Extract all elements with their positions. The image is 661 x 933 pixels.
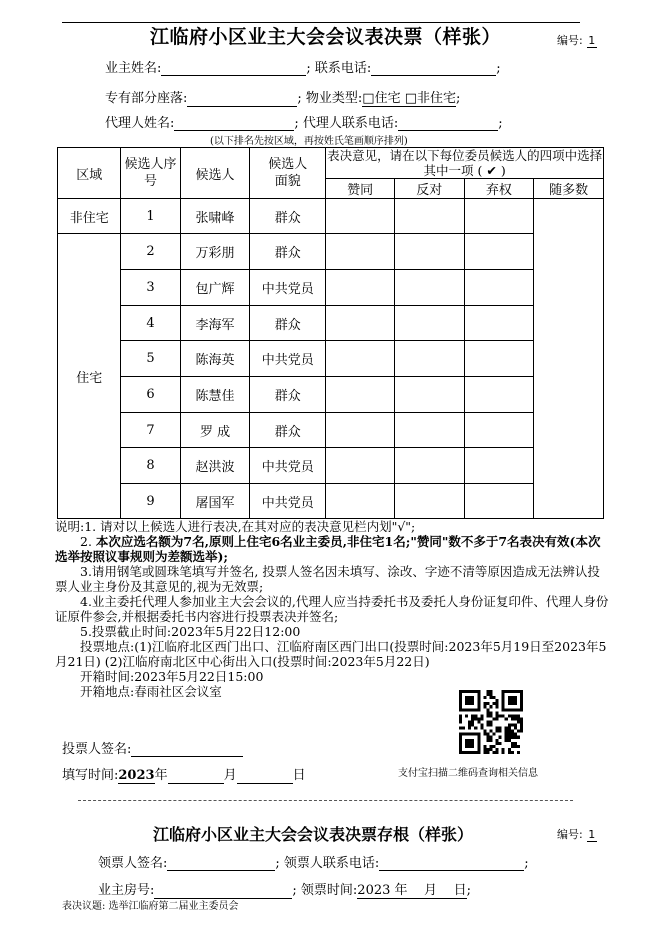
- vote-agree-cell[interactable]: [326, 341, 395, 377]
- vote-abstain-cell[interactable]: [464, 306, 534, 341]
- row-seq: 9: [121, 484, 180, 519]
- proxy-phone-label: ; 代理人联系电话:: [294, 116, 399, 131]
- row-name: 张啸峰: [180, 199, 250, 234]
- row-seq: 5: [121, 341, 180, 377]
- vote-against-cell[interactable]: [394, 341, 464, 377]
- vote-table: [57, 147, 604, 519]
- header-opinion: 表决意见，请在以下每位委员候选人的四项中选择其中一项 ( ✔ ): [327, 148, 603, 178]
- row-seq: 7: [121, 413, 180, 448]
- stub-serial-label: 编号:: [557, 828, 583, 841]
- stub-serial-value: 1: [588, 828, 596, 841]
- row-seq: 6: [121, 377, 180, 413]
- semicolon: ;: [498, 116, 503, 131]
- header-seq: 候选人序号: [121, 148, 180, 199]
- fill-time-label: 填写时间:: [62, 768, 119, 783]
- vote-topic: 表决议题: 选举江临府第二届业主委员会: [62, 901, 239, 912]
- owner-name-input[interactable]: [161, 61, 306, 76]
- phone-label: ; 联系电话:: [306, 61, 372, 76]
- property-input[interactable]: [187, 92, 297, 107]
- vote-abstain-cell[interactable]: [464, 199, 534, 234]
- row-politics: 群众: [250, 413, 326, 448]
- room-row: [98, 879, 471, 899]
- table-row: [58, 448, 604, 484]
- note-8: 开箱地点:春雨社区会议室: [80, 684, 222, 699]
- row-seq: 4: [121, 306, 180, 341]
- serial-value: 1: [588, 34, 596, 47]
- proxy-row: [105, 112, 503, 131]
- row-politics: 群众: [250, 234, 326, 270]
- note-4: 4.业主委托代理人参加业主大会会议的,代理人应当持委托书及委托人身份证复印件、代理人身份证原件参会,并根据委托书内容进行投票表决并签名;: [55, 594, 609, 624]
- row-seq: 3: [121, 270, 180, 306]
- room-label: 业主房号:: [98, 883, 155, 898]
- vote-abstain-cell[interactable]: [464, 234, 534, 270]
- proxy-phone-input[interactable]: [398, 116, 498, 131]
- vote-agree-cell[interactable]: [326, 306, 395, 341]
- table-row: [58, 341, 604, 377]
- note-7: 开箱时间:2023年5月22日15:00: [80, 669, 264, 684]
- row-politics: 中共党员: [250, 484, 326, 519]
- receiver-sign-label: 领票人签名:: [98, 856, 168, 871]
- row-name: 罗 成: [180, 413, 250, 448]
- vote-against-cell[interactable]: [394, 306, 464, 341]
- table-row: [58, 270, 604, 306]
- stub-serial-number: [557, 826, 597, 842]
- stub-title: 江临府小区业主大会会议表决票存根（样张）: [153, 825, 474, 844]
- row-politics: 中共党员: [250, 270, 326, 306]
- receiver-phone-input[interactable]: [379, 856, 524, 871]
- qr-caption: 支付宝扫描二维码查询相关信息: [398, 768, 538, 779]
- vote-agree-cell[interactable]: [326, 270, 395, 306]
- header-against: 反对: [394, 179, 464, 199]
- vote-against-cell[interactable]: [394, 234, 464, 270]
- table-row: [58, 484, 604, 519]
- row-seq: 8: [121, 448, 180, 484]
- month-unit: 月: [223, 768, 237, 783]
- table-row: [58, 199, 604, 234]
- table-row: [58, 306, 604, 341]
- note-1: 说明:1. 请对以上候选人进行表决,在其对应的表决意见栏内划"√";: [55, 519, 416, 534]
- row-politics: 群众: [250, 306, 326, 341]
- receiver-row: [98, 852, 529, 871]
- row-name: 屠国军: [180, 484, 250, 519]
- receiver-sign-input[interactable]: [167, 856, 275, 871]
- table-row: [58, 377, 604, 413]
- header-candidate: 候选人: [180, 148, 250, 199]
- order-note: (以下排名先按区域，再按姓氏笔画顺序排列): [210, 136, 408, 147]
- property-type-options[interactable]: □住宅 □非住宅: [362, 87, 456, 107]
- fill-year: 2023: [118, 768, 155, 783]
- serial-number: [557, 32, 597, 48]
- row-name: 陈海英: [180, 341, 250, 377]
- note-5: 5.投票截止时间:2023年5月22日12:00: [80, 624, 301, 639]
- year-unit: 年: [154, 768, 168, 783]
- row-politics: 群众: [250, 377, 326, 413]
- vote-against-cell[interactable]: [394, 413, 464, 448]
- row-name: 包广辉: [180, 270, 250, 306]
- property-label: 专有部分座落:: [105, 91, 188, 106]
- voter-sign-label: 投票人签名:: [62, 742, 132, 757]
- vote-agree-cell[interactable]: [326, 484, 395, 519]
- header-agree: 赞同: [326, 179, 395, 199]
- voter-sign-row: [62, 738, 243, 757]
- fill-day-input[interactable]: [237, 769, 293, 784]
- fill-month-input[interactable]: [168, 769, 224, 784]
- property-row: [105, 87, 460, 107]
- table-row: [58, 234, 604, 270]
- property-type-label: ; 物业类型:: [297, 91, 363, 106]
- note-2: 2. 本次应选名额为7名,原则上住宅6名业主委员,非住宅1名;"赞同"数不多于7名表决有效(本次选举按照议事规则为差额选举);: [55, 534, 601, 564]
- row-name: 万彩朋: [180, 234, 250, 270]
- vote-agree-cell[interactable]: [326, 234, 395, 270]
- qr-code-icon: [459, 690, 523, 754]
- row-name: 陈慧佳: [180, 377, 250, 413]
- owner-name-row: [105, 57, 501, 76]
- vote-against-cell[interactable]: [394, 199, 464, 234]
- receive-time-value[interactable]: 2023 年 月 日: [357, 879, 466, 899]
- vote-abstain-cell[interactable]: [464, 270, 534, 306]
- vote-abstain-cell[interactable]: [464, 341, 534, 377]
- vote-abstain-cell[interactable]: [464, 413, 534, 448]
- owner-name-label: 业主姓名:: [105, 61, 162, 76]
- note-6: 投票地点:(1)江临府北区西门出口、江临府南区西门出口(投票时间:2023年5月19日至2023年5月21日) (2)江临府南北区中心街出入口(投票时间:2023年5月22日): [55, 639, 607, 669]
- vote-abstain-cell[interactable]: [464, 484, 534, 519]
- vote-abstain-cell[interactable]: [464, 448, 534, 484]
- cut-line: [78, 800, 573, 801]
- vote-agree-cell[interactable]: [326, 413, 395, 448]
- receive-time-label: ; 领票时间:: [292, 883, 358, 898]
- vote-against-cell[interactable]: [394, 448, 464, 484]
- vote-against-cell[interactable]: [394, 484, 464, 519]
- header-random: 随多数: [534, 179, 604, 199]
- instructions: [55, 519, 610, 699]
- vote-against-cell[interactable]: [394, 377, 464, 413]
- fill-time-row: [62, 764, 306, 784]
- day-unit: 日: [292, 768, 306, 783]
- receiver-phone-label: ; 领票人联系电话:: [275, 856, 380, 871]
- vote-against-cell[interactable]: [394, 270, 464, 306]
- row-politics: 群众: [250, 199, 326, 234]
- ballot-title: 江临府小区业主大会会议表决票（样张）: [150, 26, 502, 48]
- phone-input[interactable]: [371, 61, 496, 76]
- header-area: 区域: [58, 148, 121, 199]
- vote-agree-cell[interactable]: [326, 448, 395, 484]
- vote-agree-cell[interactable]: [326, 377, 395, 413]
- semicolon: ;: [496, 61, 501, 76]
- voter-sign-input[interactable]: [131, 742, 243, 757]
- row-name: 李海军: [180, 306, 250, 341]
- row-name: 赵洪波: [180, 448, 250, 484]
- vote-agree-cell[interactable]: [326, 199, 395, 234]
- note-3: 3.请用钢笔或圆珠笔填写并签名, 投票人签名因未填写、涂改、字迹不清等原因造成无法辨认投票人业主身份及其意见的,视为无效票;: [55, 564, 600, 594]
- semicolon: ;: [466, 883, 471, 898]
- proxy-name-label: 代理人姓名:: [105, 116, 175, 131]
- area-nonresidential: 非住宅: [58, 199, 121, 234]
- row-politics: 中共党员: [250, 341, 326, 377]
- header-abstain: 弃权: [464, 179, 534, 199]
- proxy-name-input[interactable]: [174, 116, 294, 131]
- area-residential: 住宅: [58, 234, 121, 519]
- row-seq: 2: [121, 234, 180, 270]
- row-seq: 1: [121, 199, 180, 234]
- row-politics: 中共党员: [250, 448, 326, 484]
- vote-abstain-cell[interactable]: [464, 377, 534, 413]
- vote-random-cell[interactable]: [534, 199, 604, 519]
- semicolon: ;: [524, 856, 529, 871]
- header-politics: 候选人面貌: [250, 148, 326, 199]
- table-row: [58, 413, 604, 448]
- serial-label: 编号:: [557, 34, 583, 47]
- semicolon: ;: [456, 91, 461, 106]
